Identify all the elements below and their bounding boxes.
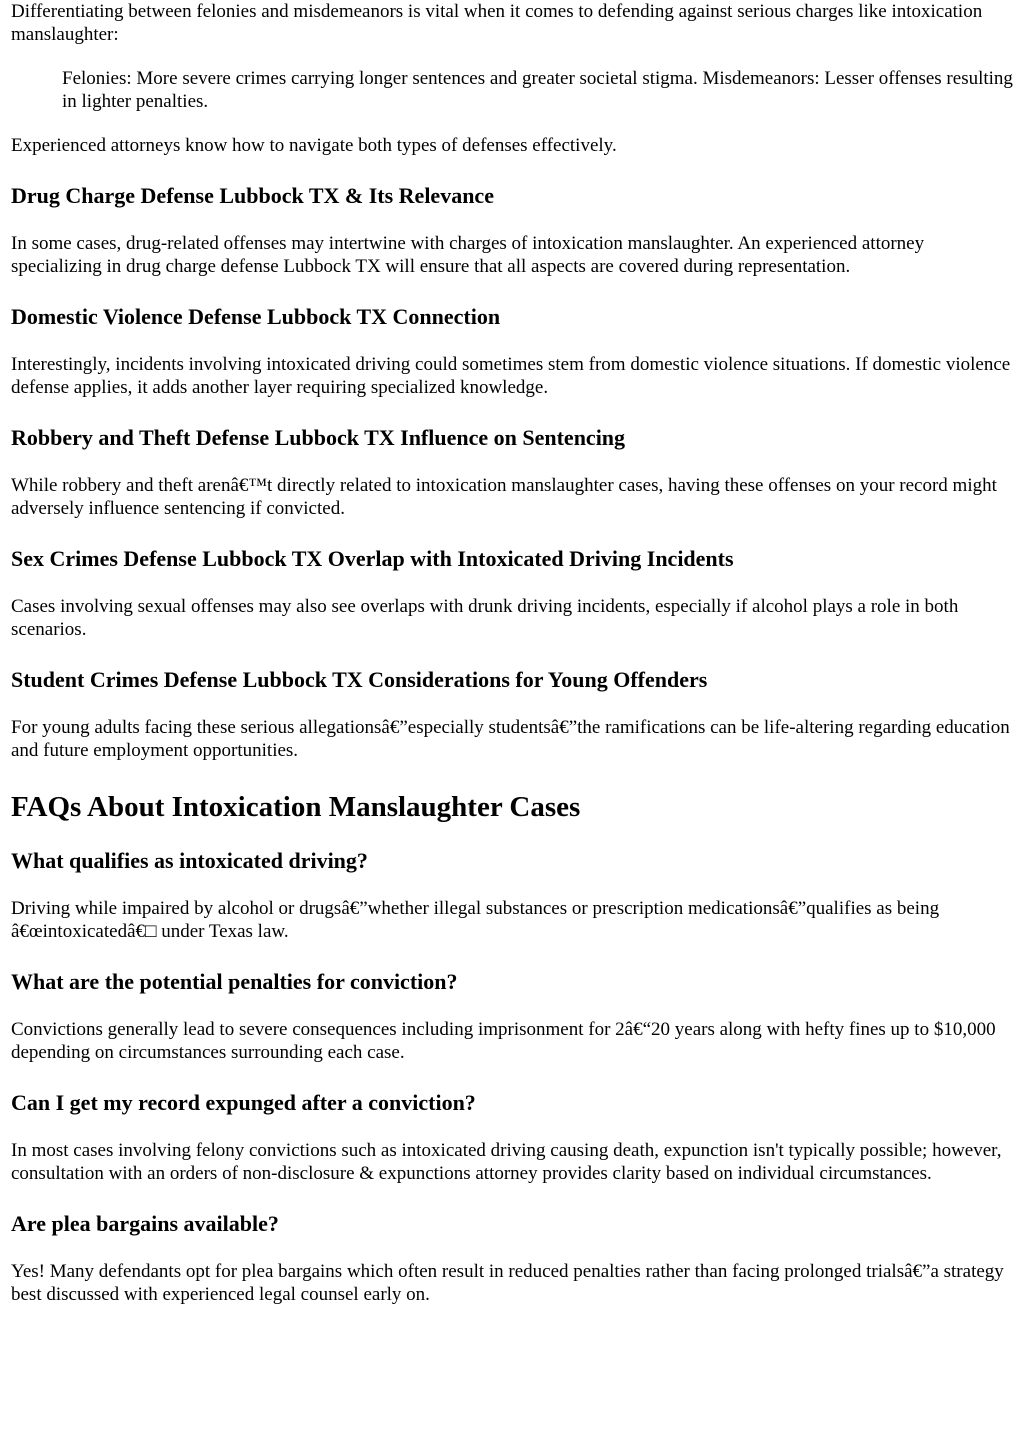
faq-question-expunged: Can I get my record expunged after a conviction? <box>11 1090 476 1115</box>
attorneys-paragraph: Experienced attorneys know how to navigate both types of defenses effectively. <box>11 135 617 156</box>
section-body-sex-crimes: Cases involving sexual offenses may also see overlaps with drunk driving incidents, especially if alcohol plays a role in both scenarios. <box>11 596 959 640</box>
section-body-drug-charge: In some cases, drug-related offenses may intertwine with charges of intoxication manslaughter. An experienced attorney specializing in drug charge defense Lubbock TX will ensure that all aspects are covered during representation. <box>11 233 925 277</box>
section-heading-student-crimes: Student Crimes Defense Lubbock TX Considerations for Young Offenders <box>11 667 708 692</box>
intro-paragraph: Differentiating between felonies and misdemeanors is vital when it comes to defending against serious charges like intoxication manslaughter: <box>11 1 983 45</box>
section-body-student-crimes: For young adults facing these serious allegationsâ€”especially studentsâ€”the ramifications can be life-altering regarding education and future employment opportunities. <box>11 717 1010 761</box>
felony-misdemeanor-quote: Felonies: More severe crimes carrying longer sentences and greater societal stigma. Misdemeanors: Lesser offenses resulting in lighter penalties. <box>62 68 1013 112</box>
faq-question-intoxicated-driving: What qualifies as intoxicated driving? <box>11 848 368 873</box>
section-heading-robbery-theft: Robbery and Theft Defense Lubbock TX Influence on Sentencing <box>11 425 626 450</box>
section-heading-domestic-violence: Domestic Violence Defense Lubbock TX Connection <box>11 304 501 329</box>
faq-answer-expunged: In most cases involving felony convictions such as intoxicated driving causing death, expunction isn't typically possible; however, consultation with an orders of non-disclosure & expunctions attorney provides clarity based on individual circumstances. <box>11 1140 1002 1184</box>
section-heading-drug-charge: Drug Charge Defense Lubbock TX & Its Relevance <box>11 183 494 208</box>
faq-question-plea-bargains: Are plea bargains available? <box>11 1211 279 1236</box>
section-body-domestic-violence: Interestingly, incidents involving intoxicated driving could sometimes stem from domestic violence situations. If domestic violence defense applies, it adds another layer requiring specialized knowledge. <box>11 354 1011 398</box>
faq-heading: FAQs About Intoxication Manslaughter Cases <box>11 791 581 823</box>
faq-answer-penalties: Convictions generally lead to severe consequences including imprisonment for 2â€“20 years along with hefty fines up to $10,000 depending on circumstances surrounding each case. <box>11 1019 996 1063</box>
faq-answer-plea-bargains: Yes! Many defendants opt for plea bargains which often result in reduced penalties rather than facing prolonged trialsâ€”a strategy best discussed with experienced legal counsel early on. <box>11 1261 1004 1305</box>
faq-answer-intoxicated-driving: Driving while impaired by alcohol or drugsâ€”whether illegal substances or prescription medicationsâ€”qualifies as being â€œintoxicatedâ€□ under Texas law. <box>11 898 940 942</box>
section-heading-sex-crimes: Sex Crimes Defense Lubbock TX Overlap with Intoxicated Driving Incidents <box>11 546 734 571</box>
faq-question-penalties: What are the potential penalties for conviction? <box>11 969 458 994</box>
section-body-robbery-theft: While robbery and theft arenâ€™t directly related to intoxication manslaughter cases, having these offenses on your record might adversely influence sentencing if convicted. <box>11 475 997 519</box>
